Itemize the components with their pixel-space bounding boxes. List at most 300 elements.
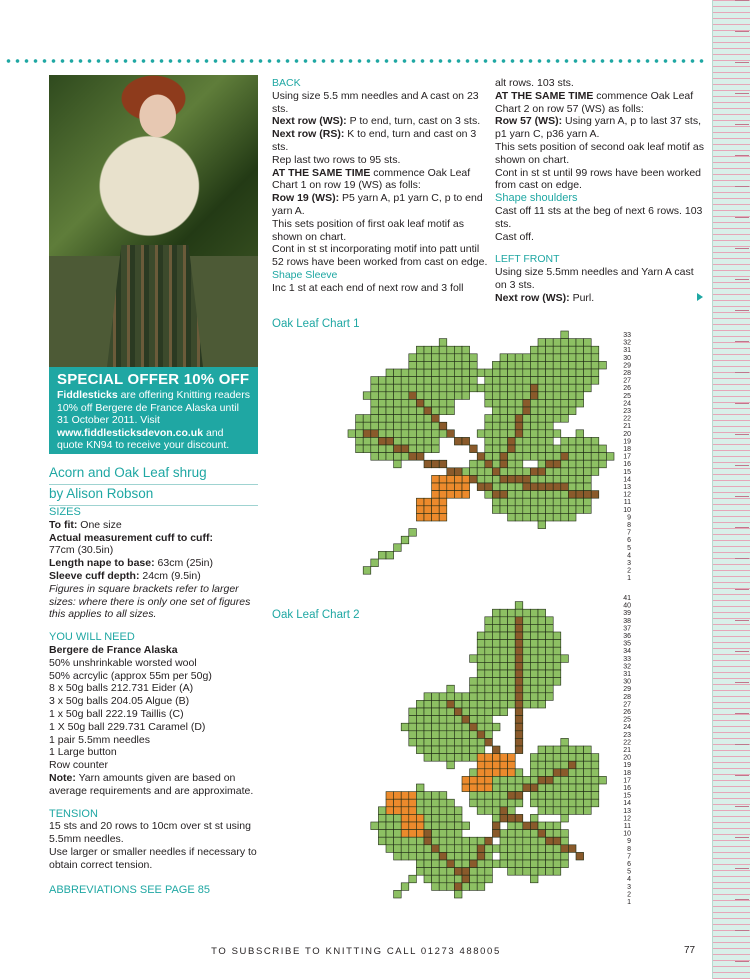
ruler-mark xyxy=(735,186,749,187)
chart-stitch xyxy=(432,814,440,822)
chart-stitch xyxy=(424,415,432,423)
chart-stitch xyxy=(568,354,576,362)
chart-row-number: 22 xyxy=(623,415,631,423)
chart-stitch xyxy=(401,822,409,830)
chart-stitch xyxy=(561,445,569,453)
chart-stitch xyxy=(416,453,424,461)
chart-stitch xyxy=(568,807,576,815)
chart-stitch xyxy=(394,890,402,898)
chart-stitch xyxy=(462,837,470,845)
need-line: 1 X 50g ball 229.731 Caramel (D) xyxy=(49,720,206,733)
chart-stitch xyxy=(386,407,394,415)
chart-stitch xyxy=(477,716,485,724)
chart-stitch xyxy=(447,761,455,769)
chart-stitch xyxy=(439,377,447,385)
chart-stitch xyxy=(432,445,440,453)
chart-stitch xyxy=(485,731,493,739)
chart-stitch xyxy=(416,384,424,392)
chart-stitch xyxy=(439,506,447,514)
chart-stitch xyxy=(447,799,455,807)
chart-stitch xyxy=(401,407,409,415)
chart-stitch xyxy=(568,468,576,476)
chart-stitch xyxy=(492,662,500,670)
chart-stitch xyxy=(485,723,493,731)
chart-stitch xyxy=(515,837,523,845)
chart-stitch xyxy=(477,860,485,868)
chart-stitch xyxy=(584,453,592,461)
chart-stitch xyxy=(454,700,462,708)
chart-stitch xyxy=(538,354,546,362)
chart-stitch xyxy=(515,685,523,693)
chart-stitch xyxy=(401,792,409,800)
chart-stitch xyxy=(447,830,455,838)
chart-stitch xyxy=(508,845,516,853)
chart-stitch xyxy=(553,670,561,678)
chart-stitch xyxy=(576,399,584,407)
chart-stitch xyxy=(432,708,440,716)
chart-row-number: 23 xyxy=(623,731,631,739)
chart-stitch xyxy=(416,845,424,853)
chart-stitch xyxy=(546,369,554,377)
chart-stitch xyxy=(477,632,485,640)
chart-stitch xyxy=(576,339,584,347)
chart-stitch xyxy=(523,647,531,655)
ruler-mark xyxy=(735,434,749,435)
chart-stitch xyxy=(416,868,424,876)
oak-leaf-chart-1 xyxy=(300,328,635,586)
chart-stitch xyxy=(546,453,554,461)
chart-stitch xyxy=(500,407,508,415)
chart-stitch xyxy=(591,377,599,385)
chart-stitch xyxy=(409,377,417,385)
chart-stitch xyxy=(538,422,546,430)
chart-stitch xyxy=(462,731,470,739)
chart-row-number: 39 xyxy=(623,610,631,618)
chart-stitch xyxy=(576,852,584,860)
chart-row-number: 13 xyxy=(623,807,631,815)
chart-stitch xyxy=(454,852,462,860)
chart-stitch xyxy=(500,700,508,708)
chart-row-number: 33 xyxy=(623,655,631,663)
chart-stitch xyxy=(591,369,599,377)
model-photo xyxy=(49,75,258,367)
chart-stitch xyxy=(416,437,424,445)
chart-stitch xyxy=(447,723,455,731)
chart-stitch xyxy=(432,513,440,521)
chart-stitch xyxy=(416,708,424,716)
chart-stitch xyxy=(416,498,424,506)
chart-stitch xyxy=(508,640,516,648)
need-note: Note: Yarn amounts given are based on average requirements and are approximate. xyxy=(49,771,254,797)
ruler-mark xyxy=(735,0,749,1)
chart-stitch xyxy=(515,822,523,830)
chart-stitch xyxy=(515,483,523,491)
chart-stitch xyxy=(485,369,493,377)
chart-stitch xyxy=(538,415,546,423)
chart-stitch xyxy=(439,807,447,815)
chart-stitch xyxy=(424,723,432,731)
chart-stitch xyxy=(485,422,493,430)
need-line: 8 x 50g balls 212.731 Eider (A) xyxy=(49,682,194,695)
chart-row-number: 16 xyxy=(623,461,631,469)
chart-stitch xyxy=(500,354,508,362)
chart-stitch xyxy=(508,513,516,521)
chart-stitch xyxy=(386,551,394,559)
chart-stitch xyxy=(553,415,561,423)
chart-stitch xyxy=(546,693,554,701)
chart-row-number: 23 xyxy=(623,408,631,415)
chart-stitch xyxy=(454,837,462,845)
chart-stitch xyxy=(462,708,470,716)
front-row: Next row (WS): Purl. xyxy=(495,291,595,304)
chart-stitch xyxy=(409,731,417,739)
chart-stitch xyxy=(454,814,462,822)
offer-url[interactable]: www.fiddlesticksdevon.co.uk xyxy=(57,426,204,439)
chart-stitch xyxy=(485,460,493,468)
chart-stitch xyxy=(477,453,485,461)
chart-stitch xyxy=(523,407,531,415)
chart-stitch xyxy=(439,731,447,739)
chart-row-number: 26 xyxy=(623,709,631,716)
chart-stitch xyxy=(416,860,424,868)
chart-stitch xyxy=(561,852,569,860)
chart-stitch xyxy=(553,640,561,648)
chart-stitch xyxy=(508,422,516,430)
chart-stitch xyxy=(485,845,493,853)
chart-stitch xyxy=(523,662,531,670)
chart-stitch xyxy=(538,685,546,693)
chart-stitch xyxy=(508,685,516,693)
chart-stitch xyxy=(553,483,561,491)
chart-stitch xyxy=(371,430,379,438)
chart-stitch xyxy=(439,716,447,724)
chart-stitch xyxy=(500,830,508,838)
chart-stitch xyxy=(477,369,485,377)
chart-stitch xyxy=(508,384,516,392)
chart-stitch xyxy=(553,837,561,845)
chart-stitch xyxy=(477,662,485,670)
chart-stitch xyxy=(546,513,554,521)
chart-stitch xyxy=(485,662,493,670)
chart-stitch xyxy=(523,700,531,708)
chart-stitch xyxy=(584,491,592,499)
chart-stitch xyxy=(363,392,371,400)
chart-stitch xyxy=(584,506,592,514)
chart-stitch xyxy=(538,670,546,678)
chart-row-number: 34 xyxy=(623,648,631,656)
chart-stitch xyxy=(416,716,424,724)
need-line: 1 x 50g ball 222.19 Taillis (C) xyxy=(49,707,184,720)
pattern-title-block xyxy=(49,464,258,506)
chart-stitch xyxy=(394,807,402,815)
ruler-mark xyxy=(735,403,749,404)
chart-stitch xyxy=(591,754,599,762)
chart-stitch xyxy=(447,354,455,362)
chart-stitch xyxy=(401,422,409,430)
chart-row-number: 6 xyxy=(627,861,631,868)
chart-row-number: 18 xyxy=(623,769,631,777)
chart-stitch xyxy=(508,670,516,678)
chart-stitch xyxy=(500,392,508,400)
chart-stitch xyxy=(538,617,546,625)
chart-stitch xyxy=(508,453,516,461)
chart-stitch xyxy=(515,422,523,430)
chart-stitch xyxy=(530,491,538,499)
chart-row-number: 15 xyxy=(623,792,631,800)
chart-stitch xyxy=(401,807,409,815)
chart-stitch xyxy=(515,392,523,400)
chart-stitch xyxy=(378,407,386,415)
chart-stitch xyxy=(530,754,538,762)
chart-stitch xyxy=(523,483,531,491)
chart-stitch xyxy=(424,731,432,739)
ruler-mark xyxy=(735,31,749,32)
chart-stitch xyxy=(470,799,478,807)
chart-stitch xyxy=(538,491,546,499)
chart-stitch xyxy=(530,354,538,362)
chart-row-number: 16 xyxy=(623,785,631,792)
chart-stitch xyxy=(447,685,455,693)
ruler-mark xyxy=(735,279,749,280)
chart-stitch xyxy=(424,700,432,708)
chart-stitch xyxy=(432,498,440,506)
chart-stitch xyxy=(553,860,561,868)
chart-stitch xyxy=(515,738,523,746)
chart-stitch xyxy=(371,415,379,423)
chart-stitch xyxy=(500,453,508,461)
chart-stitch xyxy=(477,792,485,800)
chart-stitch xyxy=(454,860,462,868)
chart-stitch xyxy=(492,655,500,663)
chart-stitch xyxy=(523,632,531,640)
chart-stitch xyxy=(523,491,531,499)
chart-stitch xyxy=(508,776,516,784)
chart-stitch xyxy=(500,814,508,822)
chart-row-number: 14 xyxy=(623,800,631,808)
chart-stitch xyxy=(530,693,538,701)
chart-stitch xyxy=(401,837,409,845)
chart-stitch xyxy=(538,468,546,476)
chart-row-number: 24 xyxy=(623,724,631,732)
chart-stitch xyxy=(485,678,493,686)
chart-stitch xyxy=(401,883,409,891)
chart-row-number: 19 xyxy=(623,438,631,446)
chart-stitch xyxy=(371,377,379,385)
chart-row-number: 29 xyxy=(623,362,631,370)
chart-stitch xyxy=(485,640,493,648)
chart-stitch xyxy=(378,399,386,407)
chart-stitch xyxy=(538,346,546,354)
chart-stitch xyxy=(553,761,561,769)
chart-stitch xyxy=(553,468,561,476)
chart-stitch xyxy=(584,792,592,800)
chart-stitch xyxy=(500,415,508,423)
chart-stitch xyxy=(530,632,538,640)
chart-stitch xyxy=(386,807,394,815)
chart-stitch xyxy=(546,678,554,686)
chart-stitch xyxy=(538,662,546,670)
chart-stitch xyxy=(454,354,462,362)
chart-stitch xyxy=(523,415,531,423)
chart-stitch xyxy=(515,407,523,415)
chart-stitch xyxy=(485,655,493,663)
chart-stitch xyxy=(500,662,508,670)
chart-stitch xyxy=(576,430,584,438)
ruler-mark xyxy=(735,558,749,559)
chart-stitch xyxy=(432,369,440,377)
chart-stitch xyxy=(492,422,500,430)
chart-stitch xyxy=(424,437,432,445)
tension-text: 15 sts and 20 rows to 10cm over st st using 5.5mm needles. xyxy=(49,820,251,846)
ruler-mark xyxy=(735,93,749,94)
chart-stitch xyxy=(378,392,386,400)
chart-stitch xyxy=(485,738,493,746)
chart-stitch xyxy=(432,506,440,514)
chart-stitch xyxy=(553,491,561,499)
chart-stitch xyxy=(568,392,576,400)
chart-row-number: 22 xyxy=(623,739,631,747)
chart-stitch xyxy=(485,617,493,625)
chart-stitch xyxy=(363,430,371,438)
chart-stitch xyxy=(470,468,478,476)
chart-stitch xyxy=(508,655,516,663)
chart-stitch xyxy=(500,792,508,800)
chart-stitch xyxy=(477,738,485,746)
chart-stitch xyxy=(462,354,470,362)
chart-stitch xyxy=(378,415,386,423)
chart-stitch xyxy=(508,822,516,830)
chart-stitch xyxy=(378,430,386,438)
chart-stitch xyxy=(546,506,554,514)
chart-row-number: 40 xyxy=(623,602,631,610)
chart-stitch xyxy=(424,513,432,521)
chart-stitch xyxy=(432,830,440,838)
chart-stitch xyxy=(477,475,485,483)
chart-stitch xyxy=(394,814,402,822)
chart-stitch xyxy=(515,647,523,655)
chart-stitch xyxy=(477,784,485,792)
ruler-mark xyxy=(735,620,749,621)
chart-stitch xyxy=(584,807,592,815)
chart-stitch xyxy=(576,807,584,815)
continue-arrow-icon[interactable] xyxy=(697,293,703,301)
chart-stitch xyxy=(515,399,523,407)
chart-stitch xyxy=(447,483,455,491)
chart-stitch xyxy=(477,384,485,392)
chart-stitch xyxy=(447,361,455,369)
chart-stitch xyxy=(492,491,500,499)
chart-stitch xyxy=(568,776,576,784)
chart-stitch xyxy=(568,498,576,506)
chart-stitch xyxy=(424,377,432,385)
chart-stitch xyxy=(416,731,424,739)
chart-stitch xyxy=(386,792,394,800)
chart-stitch xyxy=(523,422,531,430)
chart-stitch xyxy=(530,837,538,845)
chart-stitch xyxy=(401,445,409,453)
chart-stitch xyxy=(508,678,516,686)
chart-row-number: 12 xyxy=(623,491,631,499)
chart-stitch xyxy=(561,746,569,754)
chart-stitch xyxy=(447,731,455,739)
chart-stitch xyxy=(508,475,516,483)
chart-stitch xyxy=(492,776,500,784)
chart-stitch xyxy=(492,399,500,407)
chart-stitch xyxy=(576,437,584,445)
chart-row-number: 17 xyxy=(623,453,631,461)
chart-stitch xyxy=(447,875,455,883)
chart-stitch xyxy=(477,468,485,476)
chart-stitch xyxy=(500,430,508,438)
chart-stitch xyxy=(500,369,508,377)
chart-stitch xyxy=(546,860,554,868)
chart-stitch xyxy=(561,483,569,491)
chart-stitch xyxy=(454,491,462,499)
chart-stitch xyxy=(553,845,561,853)
chart-stitch xyxy=(568,754,576,762)
chart-stitch xyxy=(546,799,554,807)
chart-stitch xyxy=(485,445,493,453)
chart-row-number: 20 xyxy=(623,430,631,438)
chart-stitch xyxy=(470,845,478,853)
chart-stitch xyxy=(576,460,584,468)
chart-stitch xyxy=(401,369,409,377)
chart-stitch xyxy=(462,716,470,724)
chart-stitch xyxy=(424,837,432,845)
chart-stitch xyxy=(470,723,478,731)
chart-stitch xyxy=(508,407,516,415)
chart-stitch xyxy=(401,536,409,544)
chart-stitch xyxy=(561,392,569,400)
chart-stitch xyxy=(546,475,554,483)
chart-stitch xyxy=(515,700,523,708)
chart-stitch xyxy=(439,700,447,708)
chart-stitch xyxy=(416,361,424,369)
chart-stitch xyxy=(416,852,424,860)
chart-stitch xyxy=(432,407,440,415)
photo-skirt xyxy=(107,245,203,367)
chart-stitch xyxy=(386,430,394,438)
ruler-mark xyxy=(735,310,749,311)
chart-stitch xyxy=(561,776,569,784)
chart-stitch xyxy=(530,822,538,830)
chart-stitch xyxy=(538,513,546,521)
chart-stitch xyxy=(553,346,561,354)
chart-stitch xyxy=(409,792,417,800)
chart-stitch xyxy=(538,445,546,453)
chart-stitch xyxy=(401,814,409,822)
chart-stitch xyxy=(553,632,561,640)
left-front-heading: LEFT FRONT xyxy=(495,253,560,266)
ruler-mark xyxy=(735,465,749,466)
chart-stitch xyxy=(424,392,432,400)
chart-stitch xyxy=(538,776,546,784)
chart-stitch xyxy=(523,624,531,632)
chart-stitch xyxy=(538,453,546,461)
chart-stitch xyxy=(553,746,561,754)
chart-stitch xyxy=(439,475,447,483)
chart-stitch xyxy=(568,369,576,377)
chart-stitch xyxy=(485,761,493,769)
chart-stitch xyxy=(500,445,508,453)
chart-stitch xyxy=(454,346,462,354)
back2-para: Cast off. xyxy=(495,230,534,243)
chart-stitch xyxy=(523,445,531,453)
chart-stitch xyxy=(401,392,409,400)
chart-stitch xyxy=(416,407,424,415)
abbreviations-link[interactable]: ABBREVIATIONS SEE PAGE 85 xyxy=(49,883,210,896)
chart-stitch xyxy=(416,799,424,807)
